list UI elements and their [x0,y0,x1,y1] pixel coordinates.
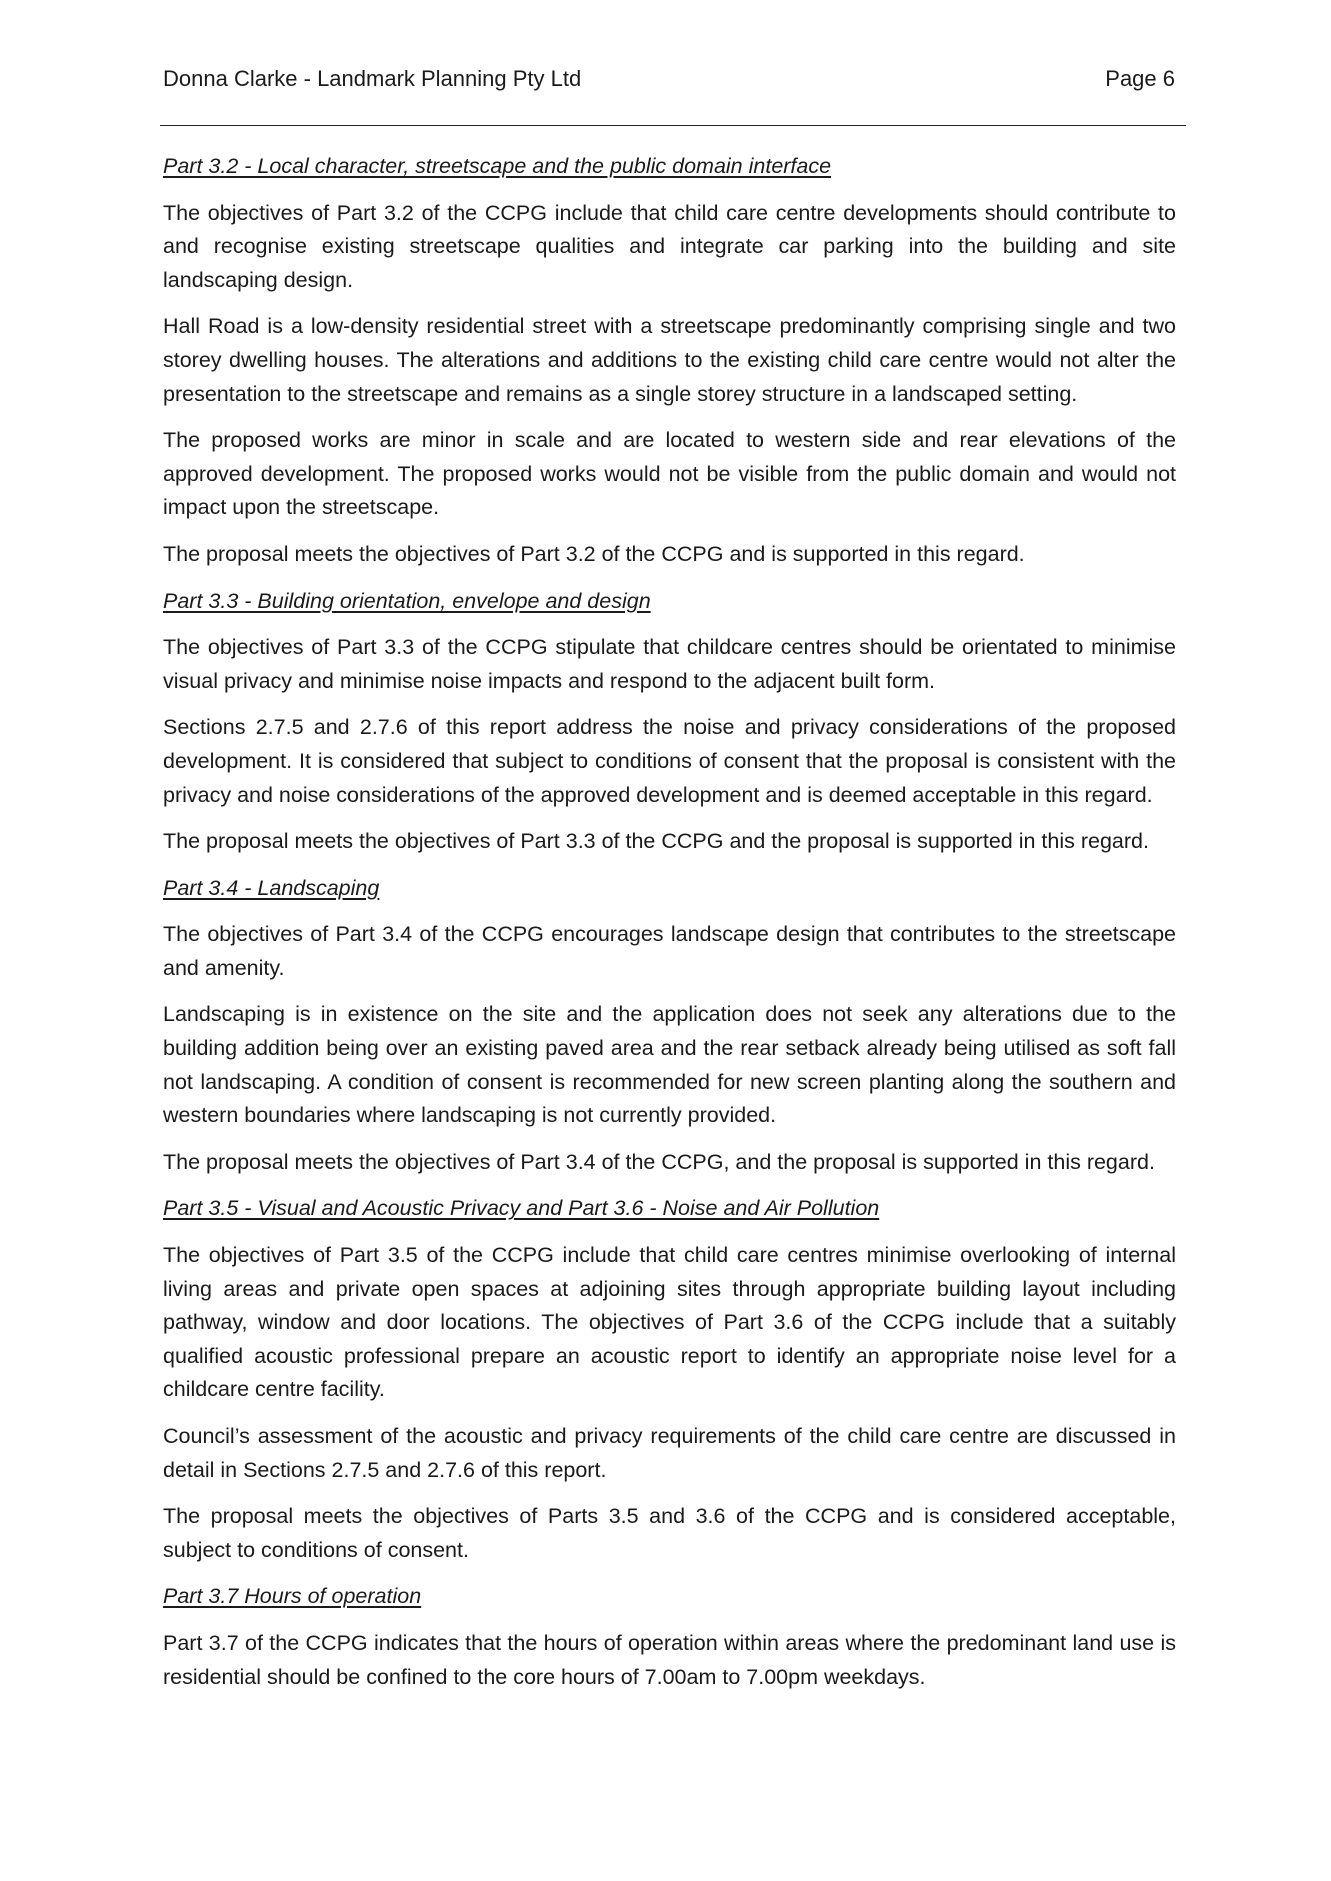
section-heading-3-5: Part 3.5 - Visual and Acoustic Privacy and Part 3.6 - Noise and Air Pollution [163,1196,880,1221]
section-heading-3-4: Part 3.4 - Landscaping [163,875,380,900]
header-divider [160,125,1186,126]
paragraph: The proposal meets the objectives of Part 3.2 of the CCPG and is supported in this regard. [163,541,1025,566]
paragraph: The objectives of Part 3.2 of the CCPG include that child care centre developments should contribute to and recognise existing streetscape qualities and integrate car parking into the building and site landscaping design. [163,200,1176,292]
page-header [163,64,1183,94]
section-heading-3-3: Part 3.3 - Building orientation, envelope and design [163,588,651,613]
page-number: Page 6 [1105,66,1175,91]
paragraph: The proposed works are minor in scale and are located to western side and rear elevations of the approved development. The proposed works would not be visible from the public domain and would not impact upon the streetscape. [163,428,1176,520]
paragraph: The objectives of Part 3.4 of the CCPG encourages landscape design that contributes to the streetscape and amenity. [163,922,1176,980]
section-heading-3-7: Part 3.7 Hours of operation [163,1584,422,1609]
document-body [163,150,1176,1707]
paragraph: Landscaping is in existence on the site and the application does not seek any alterations due to the building addition being over an existing paved area and the rear setback already being utilised as soft fall not landscaping. A condition of consent is recommended for new screen planting along the southern and western boundaries where landscaping is not currently provided. [163,1002,1176,1128]
paragraph: Hall Road is a low-density residential street with a streetscape predominantly comprising single and two storey dwelling houses. The alterations and additions to the existing child care centre would not alter the presentation to the streetscape and remains as a single storey structure in a landscaped setting. [163,314,1176,406]
header-author: Donna Clarke - Landmark Planning Pty Ltd [163,66,582,91]
paragraph: The objectives of Part 3.3 of the CCPG stipulate that childcare centres should be orientated to minimise visual privacy and minimise noise impacts and respond to the adjacent built form. [163,635,1176,693]
paragraph: Part 3.7 of the CCPG indicates that the hours of operation within areas where the predominant land use is residential should be confined to the core hours of 7.00am to 7.00pm weekdays. [163,1630,1176,1689]
paragraph: The proposal meets the objectives of Parts 3.5 and 3.6 of the CCPG and is considered acceptable, subject to conditions of consent. [163,1504,1176,1562]
paragraph: The proposal meets the objectives of Part 3.4 of the CCPG, and the proposal is supported in this regard. [163,1149,1155,1174]
paragraph: The objectives of Part 3.5 of the CCPG include that child care centres minimise overlooking of internal living areas and private open spaces at adjoining sites through appropriate building layout including pathway, window and door locations. The objectives of Part 3.6 of the CCPG include that a suitably qualified acoustic professional prepare an acoustic report to identify an appropriate noise level for a childcare centre facility. [163,1243,1176,1402]
paragraph: The proposal meets the objectives of Part 3.3 of the CCPG and the proposal is supported in this regard. [163,829,1149,854]
section-heading-3-2: Part 3.2 - Local character, streetscape and the public domain interface [163,154,832,178]
paragraph: Sections 2.7.5 and 2.7.6 of this report address the noise and privacy considerations of the proposed development. It is considered that subject to conditions of consent that the proposal is consistent with the privacy and noise considerations of the approved development and is deemed acceptable in this regard. [163,715,1176,807]
paragraph: Council’s assessment of the acoustic and privacy requirements of the child care centre are discussed in detail in Sections 2.7.5 and 2.7.6 of this report. [163,1424,1176,1482]
